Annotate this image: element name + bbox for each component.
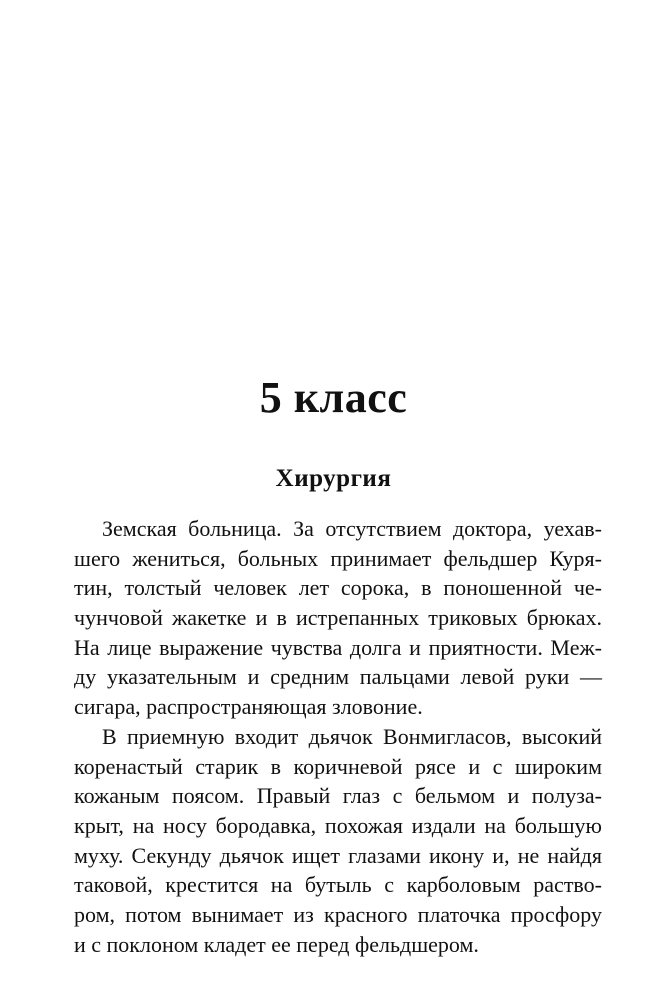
text-line: ром, потом вынимает из красного платочка просфору bbox=[74, 901, 602, 927]
text-line: чунчовой жакетке и в истрепанных триковых брюках. bbox=[74, 605, 602, 631]
text-line: таковой, крестится на бутыль с карболовым раство- bbox=[74, 872, 602, 898]
text-line: крыт, на носу бородавка, похожая издали на большую bbox=[74, 812, 602, 838]
chapter-title: 5 класс bbox=[259, 373, 408, 422]
text-line: В приемную входит дьячок Вонмигласов, высокий bbox=[102, 723, 602, 749]
text-line: кожаным поясом. Правый глаз с бельмом и полуза- bbox=[74, 783, 602, 809]
text-line: муху. Секунду дьячок ищет глазами икону и, не найдя bbox=[74, 842, 602, 868]
paragraph-1 bbox=[74, 514, 602, 722]
paragraph-2 bbox=[74, 722, 602, 960]
text-line: На лице выражение чувства долга и приятности. Меж- bbox=[74, 634, 602, 660]
text-line: шего жениться, больных принимает фельдшер Куря- bbox=[74, 545, 602, 571]
text-line: сигара, распространяющая зловоние. bbox=[74, 694, 423, 720]
section-title: Хирургия bbox=[275, 465, 392, 492]
text-line: коренастый старик в коричневой рясе и с широким bbox=[74, 753, 602, 779]
text-line: тин, толстый человек лет сорока, в поношенной че- bbox=[74, 575, 602, 601]
body-text bbox=[74, 514, 602, 959]
text-line: ду указательным и средним пальцами левой руки — bbox=[74, 664, 602, 690]
text-line: Земская больница. За отсутствием доктора, уехав- bbox=[102, 516, 602, 541]
text-line: и с поклоном кладет ее перед фельдшером. bbox=[74, 931, 479, 957]
